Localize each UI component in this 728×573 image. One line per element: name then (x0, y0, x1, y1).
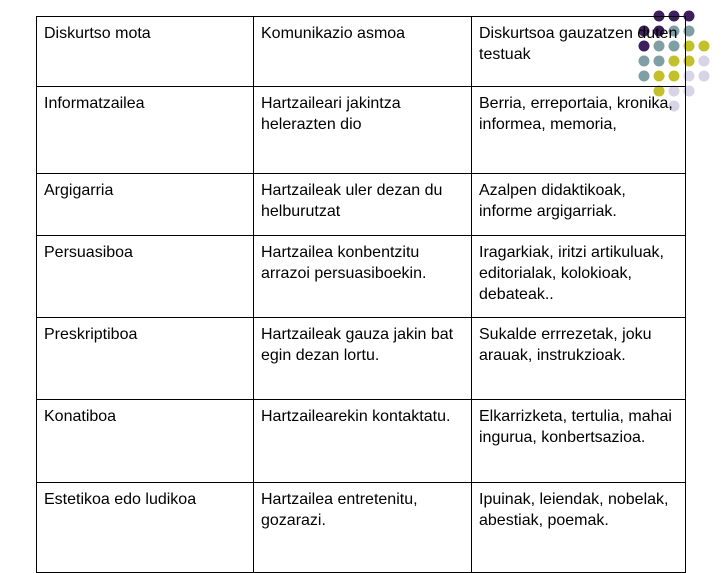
table-cell: Hartzailea konbentzitu arrazoi persuasiboekin. (254, 236, 472, 318)
table-cell: Hartzailearekin kontaktatu. (254, 400, 472, 483)
table-row (37, 483, 686, 573)
table-cell: Persuasiboa (37, 236, 254, 318)
table-cell: Hartzaileari jakintza helerazten dio (254, 87, 472, 174)
table-body (37, 17, 686, 573)
table-cell: Elkarrizketa, tertulia, mahai ingurua, konbertsazioa. (472, 400, 686, 483)
olive-dot (699, 41, 710, 52)
table-cell: Azalpen didaktikoak, informe argigarriak. (472, 174, 686, 236)
table-row (37, 87, 686, 174)
discourse-types-table (36, 16, 686, 573)
table-cell: Informatzailea (37, 87, 254, 174)
table-cell: Preskriptiboa (37, 318, 254, 400)
table-cell: Iragarkiak, iritzi artikuluak, editorialak, kolokioak, debateak.. (472, 236, 686, 318)
lavender-dot (699, 71, 710, 82)
lavender-dot (699, 56, 710, 67)
table-cell: Ipuinak, leiendak, nobelak, abestiak, poemak. (472, 483, 686, 573)
table-cell: Hartzailea entretenitu, gozarazi. (254, 483, 472, 573)
table-cell: Konatiboa (37, 400, 254, 483)
table-cell: Sukalde errrezetak, joku arauak, instrukzioak. (472, 318, 686, 400)
table-header-row (37, 17, 686, 87)
table-row (37, 400, 686, 483)
table-row (37, 236, 686, 318)
table-row (37, 174, 686, 236)
header-cell: Diskurtso mota (37, 17, 254, 87)
table-cell: Hartzaileak uler dezan du helburutzat (254, 174, 472, 236)
table-cell: Hartzaileak gauza jakin bat egin dezan lortu. (254, 318, 472, 400)
header-cell: Diskurtsoa gauzatzen duten testuak (472, 17, 686, 87)
header-cell: Komunikazio asmoa (254, 17, 472, 87)
table-cell: Argigarria (37, 174, 254, 236)
table-row (37, 318, 686, 400)
table-cell: Berria, erreportaia, kronika, informea, memoria, (472, 87, 686, 174)
table-cell: Estetikoa edo ludikoa (37, 483, 254, 573)
